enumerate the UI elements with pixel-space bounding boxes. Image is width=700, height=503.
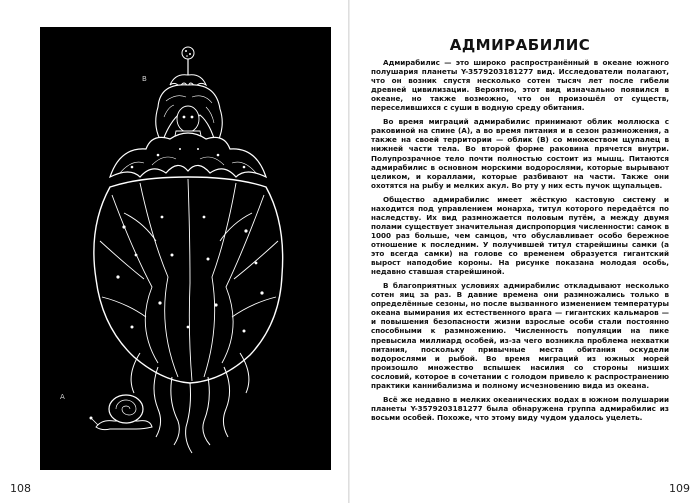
creature-illustration [40, 27, 331, 470]
article-body [371, 58, 669, 427]
left-page [0, 0, 348, 503]
paragraph-society: Общество адмирабилис имеет жёсткую кастовую систему и находится под управлением монарха, титул которого передаётся по наследству. Их вид размножается половым путём, а между двумя полами существует значительная диспропорция численности: самок в 1000 раз больше, чем самцов, что обуславливает особо бережное отношение к последним. У получившей титул старейшины самки (а это всегда самки) на голове со временем образуется гигантский вырост наподобие короны. На рисунке показана молодая особь, недавно ставшая старейшиной. [371, 194, 669, 277]
paragraph-survival: Всё же недавно в мелких океанических водах в южном полушарии планеты Y-3579203181277 была обнаружена группа адмирабилис из восьми особей. Похоже, что этому виду чудом удалось уцелеть. [371, 394, 669, 422]
paragraph-reproduction: В благоприятных условиях адмирабилис откладывают несколько сотен яиц за раз. В давние времена они размножались только в определённые сезоны, но после вызванного изменением температуры океана вымирания их естественного врага — гигантских кальмаров — и повышения безопасности жизни взрослые особи стали постоянно способными к размножению. Численность популяции на пике превысила миллиард особей, из-за чего возникла проблема нехватки питания, поскольку привычные места обитания оскудели водорослями и рыбой. Во время миграций из южных морей произошло множество вспышек насилия со стороны низших сословий, которое в сочетании с голодом привело к распространению практики каннибализма и полному исчезновению вида из океана. [371, 280, 669, 390]
page-number-left: 108 [10, 482, 31, 495]
label-a: A [60, 393, 65, 401]
page-number-right: 109 [669, 482, 690, 495]
label-b: B [142, 75, 147, 83]
paragraph-intro: Адмирабилис — это широко распространённый в океане южного полушария планеты Y-3579203181277 вид. Исследователи полагают, что он возник спустя несколько сотен тысяч лет после гибели древней цивилизации. Вероятно, этот вид изначально появился в океане, но также возможно, что он произошёл от существ, переселившихся с суши в водную среду обитания. [371, 58, 669, 113]
paragraph-forms: Во время миграций адмирабилис принимают облик моллюска с раковиной на спине (А), а во время питания и в сезон размножения, а также на своей территории — облик (В) со множеством щупалец в нижней части тела. Во второй форме раковина прячется внутри. Полупрозрачное тело почти полностью состоит из мышц. Питаются адмирабилис в основном морскими водорослями, которые вырывают целиком, и кораллами, которые разбивают на части. Также они охотятся на рыбу и мелких акул. Во рту у них есть пучок щупальцев. [371, 117, 669, 190]
article-title: АДМИРАБИЛИС [449, 36, 591, 54]
